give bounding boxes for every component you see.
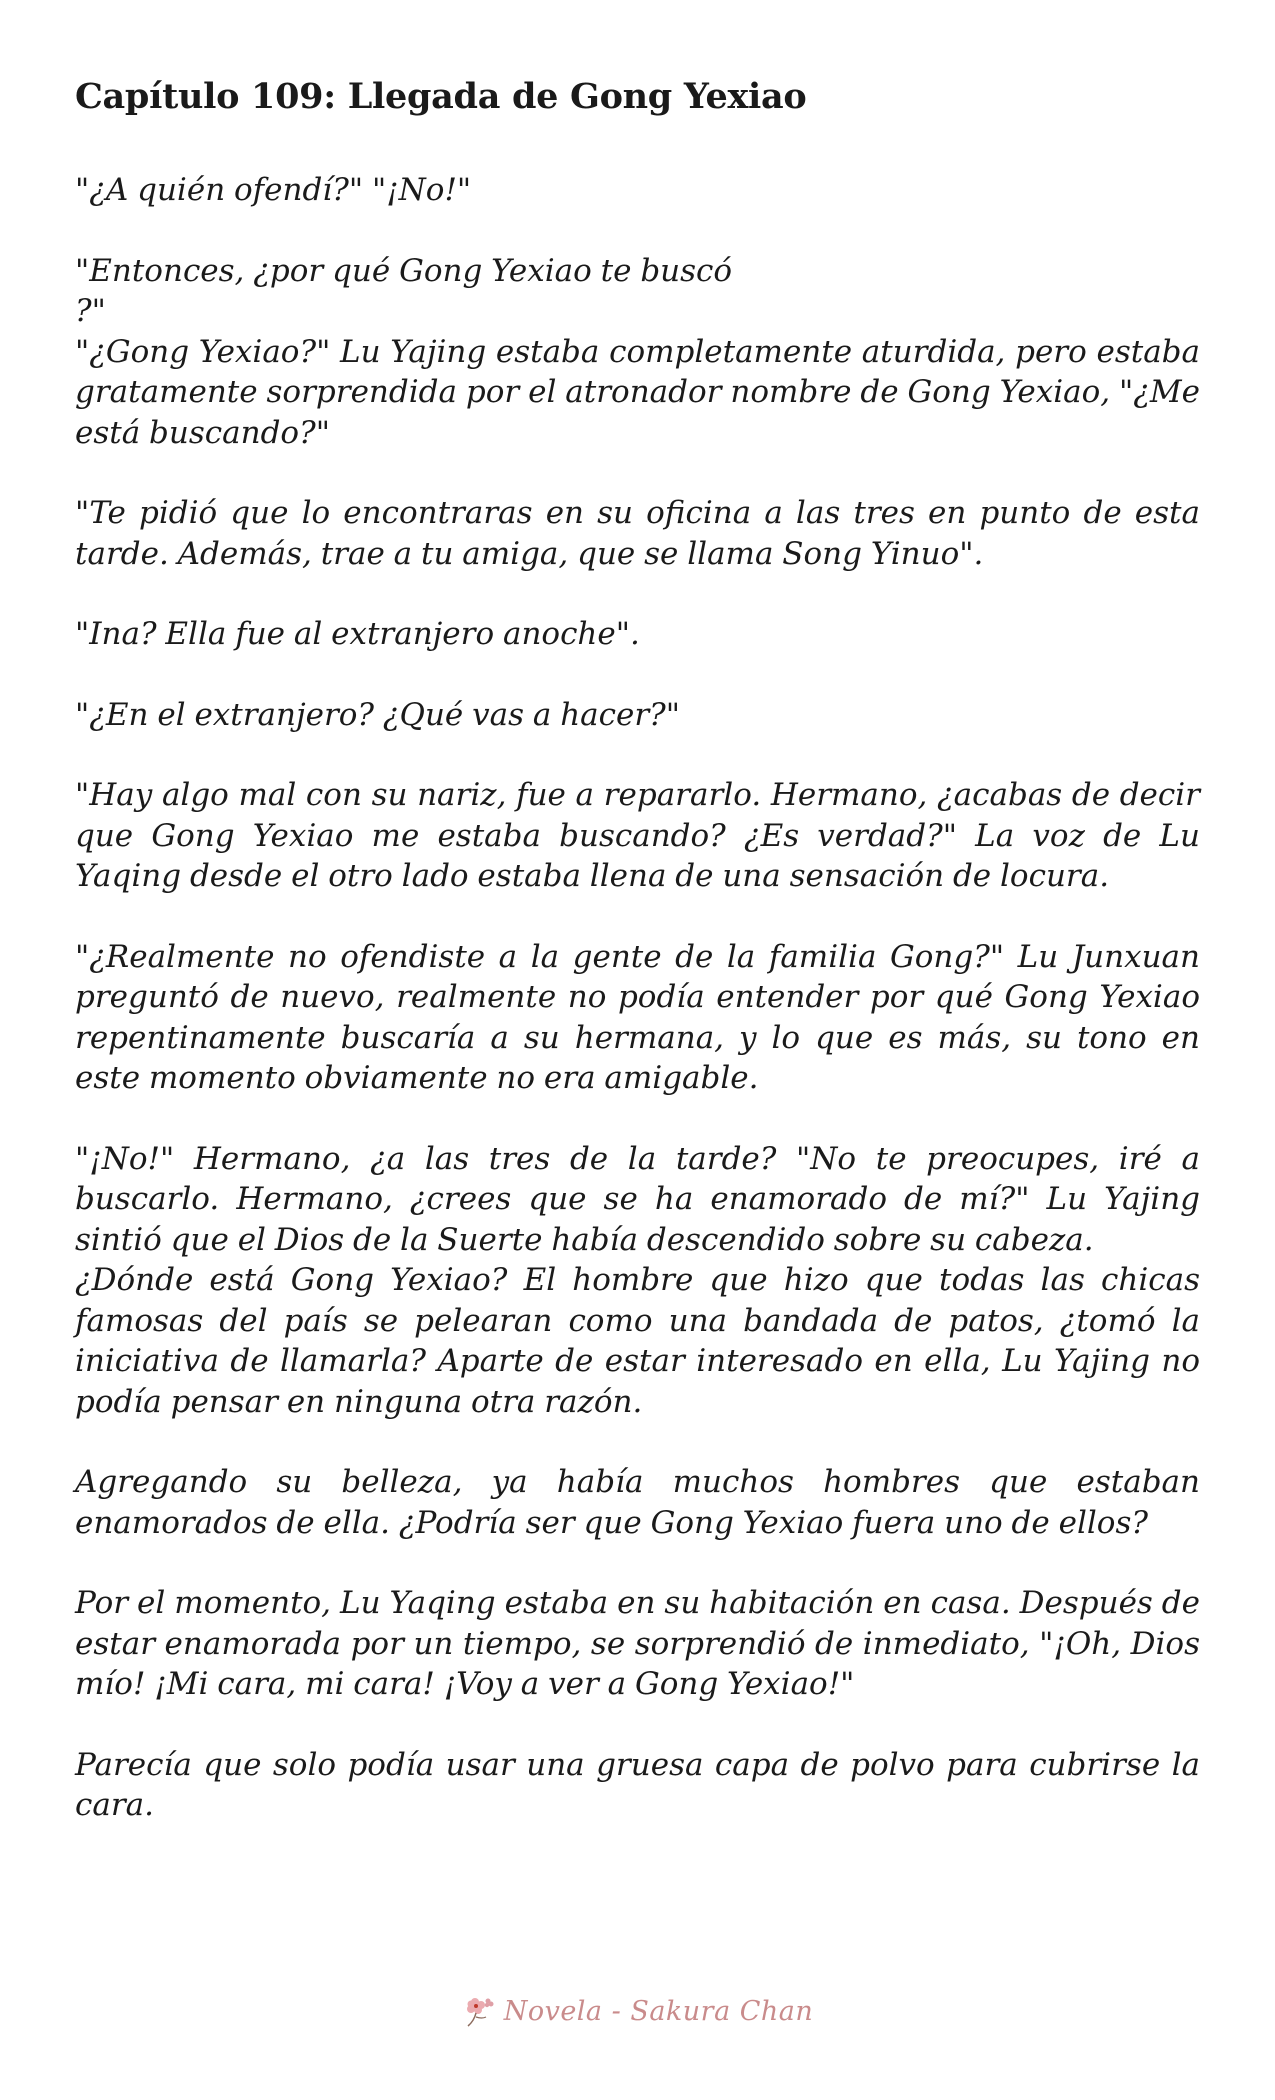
paragraph bbox=[75, 695, 1200, 736]
text-line: Agregando su belleza, ya había muchos hombres que estaban enamorados de ella. ¿Podría ser que Gong Yexiao fuera uno de ellos? bbox=[75, 1464, 1200, 1541]
text-line: "Hay algo mal con su nariz, fue a repararlo. Hermano, ¿acabas de decir que Gong Yexiao me estaba buscando? ¿Es verdad?" La voz de Lu Yaqing desde el otro lado estaba llena de una sensación de locura. bbox=[75, 777, 1200, 894]
watermark bbox=[462, 1993, 814, 2029]
paragraph bbox=[75, 1462, 1200, 1543]
paragraph bbox=[75, 493, 1200, 574]
text-line: "¿En el extranjero? ¿Qué vas a hacer?" bbox=[75, 696, 681, 733]
sakura-flower-icon bbox=[462, 1993, 498, 2029]
text-line: "¿Gong Yexiao?" Lu Yajing estaba completamente aturdida, pero estaba gratamente sorprendida por el atronador nombre de Gong Yexiao, "¿Me está buscando?" bbox=[75, 333, 1200, 451]
watermark-footer bbox=[0, 1986, 1275, 2036]
text-line: Parecía que solo podía usar una gruesa capa de polvo para cubrirse la cara. bbox=[75, 1746, 1200, 1823]
text-line: "¿A quién ofendí?" "¡No!" bbox=[75, 172, 472, 208]
paragraph bbox=[75, 1139, 1200, 1423]
paragraph bbox=[75, 170, 1200, 211]
text-line: Por el momento, Lu Yaqing estaba en su habitación en casa. Después de estar enamorada por un tiempo, se sorprendió de inmediato, "¡Oh, Dios mío! ¡Mi cara, mi cara! ¡Voy a ver a Gong Yexiao!" bbox=[75, 1585, 1200, 1702]
text-line: "Entonces, ¿por qué Gong Yexiao te buscó bbox=[75, 252, 733, 289]
text-line: ¿Dónde está Gong Yexiao? El hombre que hizo que todas las chicas famosas del país se pelearan como una bandada de patos, ¿tomó la iniciativa de llamarla? Aparte de estar interesado en ella, Lu Yajing no podía pensar en ninguna otra razón. bbox=[75, 1262, 1200, 1420]
paragraph bbox=[75, 937, 1200, 1099]
paragraph bbox=[75, 614, 1200, 655]
text-line: "Ina? Ella fue al extranjero anoche". bbox=[75, 616, 640, 652]
text-line: "Te pidió que lo encontraras en su oficina a las tres en punto de esta tarde. Además, trae a tu amiga, que se llama Song Yinuo". bbox=[75, 495, 1200, 572]
chapter-body bbox=[75, 170, 1200, 1826]
text-line: "¡No!" Hermano, ¿a las tres de la tarde? "No te preocupes, iré a buscarlo. Hermano, ¿crees que se ha enamorado de mí?" Lu Yajing sintió que el Dios de la Suerte había descendido sobre su cabeza. bbox=[75, 1140, 1200, 1258]
paragraph bbox=[75, 775, 1200, 897]
paragraph bbox=[75, 1583, 1200, 1705]
text-line: "¿Realmente no ofendiste a la gente de la familia Gong?" Lu Junxuan preguntó de nuevo, realmente no podía entender por qué Gong Yexiao repentinamente buscaría a su hermana, y lo que es más, su tono en este momento obviamente no era amigable. bbox=[75, 938, 1200, 1096]
watermark-text: Novela - Sakura Chan bbox=[503, 1995, 814, 2027]
paragraph bbox=[75, 251, 1200, 454]
text-line: ?" bbox=[75, 293, 106, 329]
paragraph bbox=[75, 1745, 1200, 1826]
chapter-title: Capítulo 109: Llegada de Gong Yexiao bbox=[75, 76, 807, 117]
